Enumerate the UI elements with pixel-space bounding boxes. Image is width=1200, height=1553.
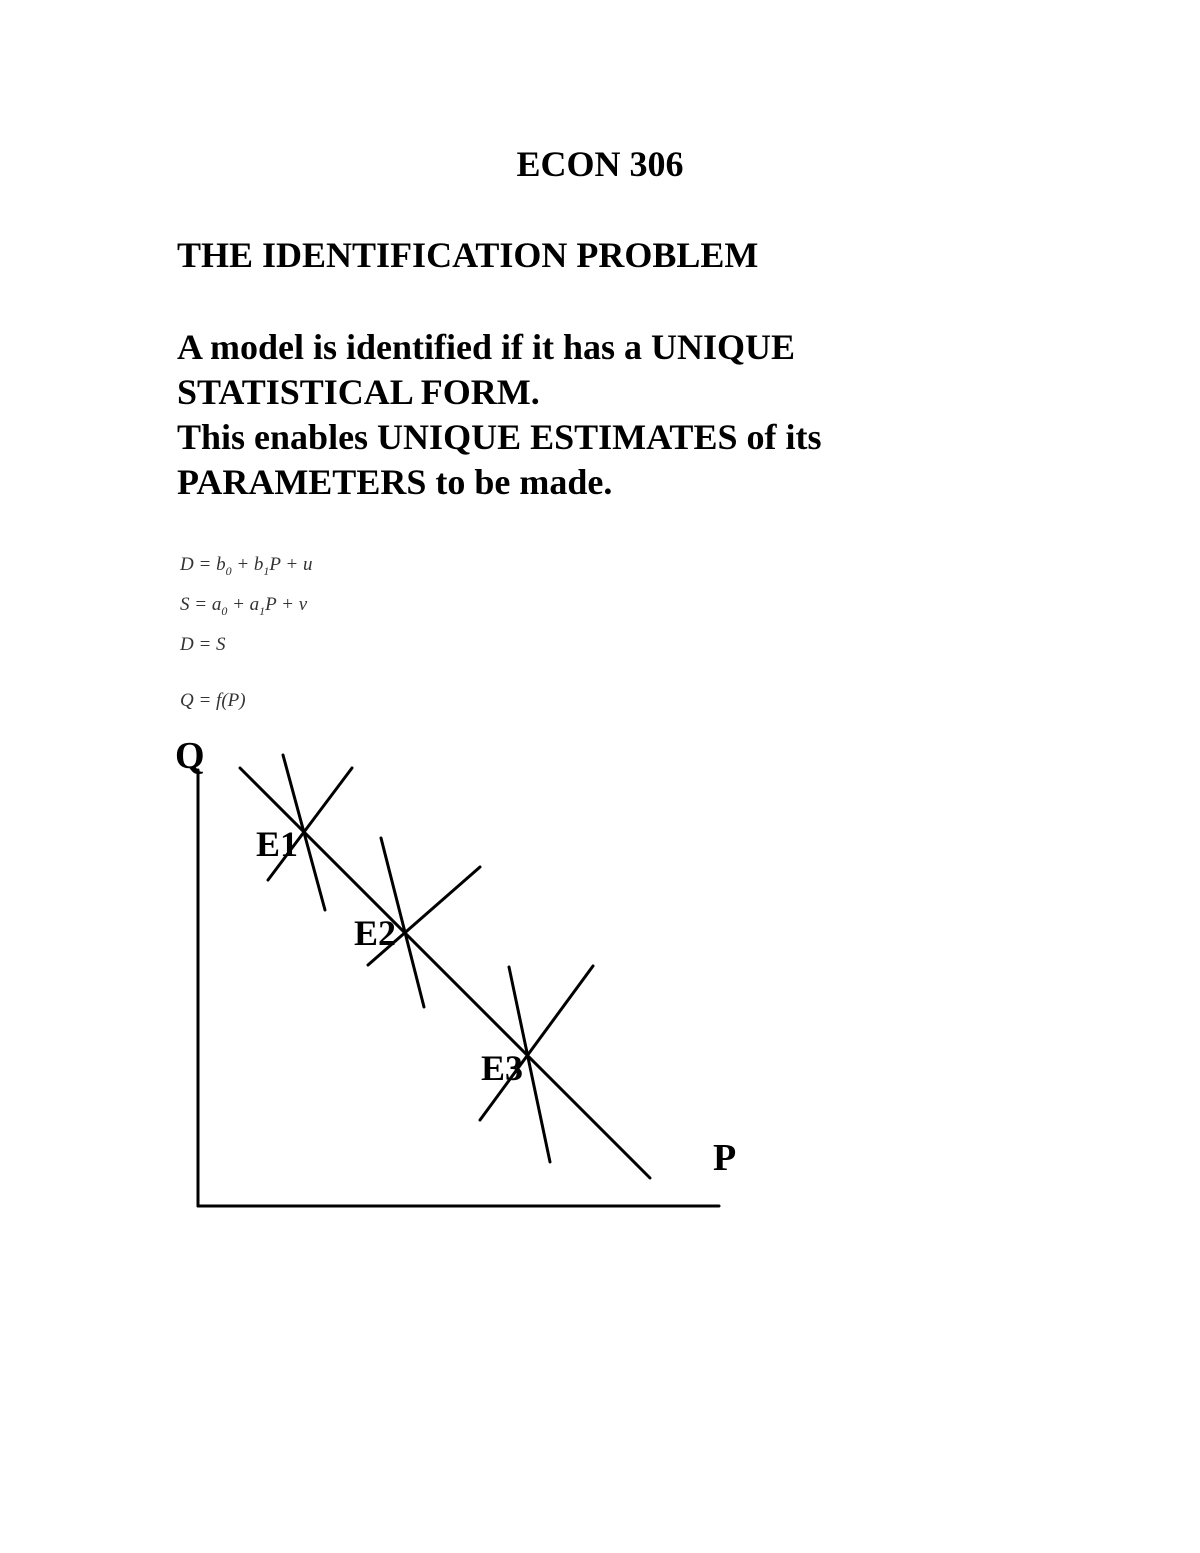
paragraph-line: A model is identified if it has a UNIQUE (177, 327, 796, 367)
paragraph-line: This enables UNIQUE ESTIMATES of its (177, 417, 822, 457)
y-axis-label: Q (175, 735, 205, 777)
section-title: THE IDENTIFICATION PROBLEM (177, 235, 759, 275)
equilibrium-label-e3: E3 (481, 1048, 524, 1088)
supply-equation: $S = a_0 + a_1P + v$ (180, 593, 308, 618)
equilibrium-label-e1: E1 (256, 824, 299, 864)
demand-equation: $D = b_0 + b_1P + u$ (180, 554, 313, 578)
paragraph-line: PARAMETERS to be made. (177, 462, 613, 502)
equilibrium-equation: D = S (180, 633, 226, 655)
equilibrium-label-e2: E2 (354, 913, 397, 953)
function-equation: Q = f(P) (180, 690, 246, 711)
x-axis-label: P (713, 1137, 737, 1179)
course-title: ECON 306 (516, 144, 684, 184)
paragraph-line: STATISTICAL FORM. (177, 372, 540, 412)
